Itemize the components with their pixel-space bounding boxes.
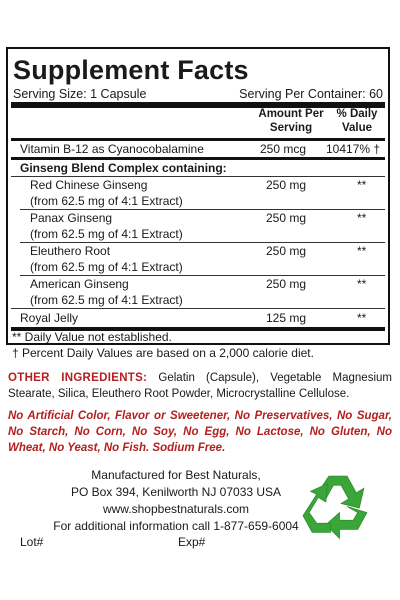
nutrient-dv: ** [357, 178, 367, 192]
rule [11, 308, 385, 309]
nutrient-dv: 10417% † [326, 142, 381, 156]
nutrient-amount: 250 mg [266, 178, 307, 192]
other-ingredients-text: Gelatin (Capsule), Vegetable Magnesium Stearate, Silica, Eleuthero Root Powder, Microcrystalline Cellulose. [8, 372, 392, 400]
servings-per-container: Serving Per Container: 60 [239, 87, 383, 101]
nutrient-amount: 125 mg [266, 311, 307, 325]
nutrient-sub: (from 62.5 mg of 4:1 Extract) [30, 293, 183, 307]
lot-number-label: Lot# [20, 535, 44, 549]
blend-header: Ginseng Blend Complex containing: [20, 161, 227, 175]
supplement-facts-panel [6, 47, 390, 345]
nutrient-amount: 250 mg [266, 277, 307, 291]
nutrient-sub: (from 62.5 mg of 4:1 Extract) [30, 194, 183, 208]
rule [11, 138, 385, 141]
rule [11, 176, 385, 177]
rule [20, 242, 385, 243]
nutrient-sub: (from 62.5 mg of 4:1 Extract) [30, 260, 183, 274]
phone-line: For additional information call 1-877-659-6004 [53, 519, 299, 533]
nutrient-dv: ** [357, 211, 367, 225]
nutrient-name: Vitamin B-12 as Cyanocobalamine [20, 142, 204, 156]
expiration-label: Exp# [178, 535, 206, 549]
panel-title: Supplement Facts [13, 55, 249, 85]
percent-dv-note: † Percent Daily Values are based on a 2,000 calorie diet. [12, 346, 314, 360]
col-header-dv: % Daily Value [336, 108, 378, 134]
nutrient-sub: (from 62.5 mg of 4:1 Extract) [30, 227, 183, 241]
other-ingredients-label: OTHER INGREDIENTS: [8, 372, 148, 384]
manufacturer-line: Manufactured for Best Naturals, [91, 468, 261, 482]
recycle-icon [300, 470, 376, 540]
nutrient-amount: 250 mg [266, 211, 307, 225]
nutrient-amount: 250 mg [266, 244, 307, 258]
nutrient-amount: 250 mcg [260, 142, 307, 156]
address-line: PO Box 394, Kenilworth NJ 07033 USA [70, 485, 282, 499]
serving-size: Serving Size: 1 Capsule [13, 87, 147, 101]
nutrient-dv: ** [357, 244, 367, 258]
nutrient-name: American Ginseng [30, 277, 129, 291]
nutrient-name: Royal Jelly [20, 311, 79, 325]
nutrient-name: Eleuthero Root [30, 244, 111, 258]
rule [20, 275, 385, 276]
col-header-amount: Amount Per Serving [258, 108, 324, 134]
nutrient-name: Red Chinese Ginseng [30, 178, 148, 192]
dv-note: ** Daily Value not established. [12, 330, 172, 344]
serving-info [13, 87, 383, 101]
website-line: www.shopbestnaturals.com [102, 502, 250, 516]
free-from-claims: No Artificial Color, Flavor or Sweetener, No Preservatives, No Sugar, No Starch, No Corn, No Soy, No Egg, No Lactose, No Gluten, No Wheat, No Yeast, No Fish. Sodium Free. [8, 410, 392, 454]
rule [11, 157, 385, 160]
rule [20, 209, 385, 210]
nutrient-name: Panax Ginseng [30, 211, 113, 225]
nutrient-dv: ** [357, 311, 367, 325]
nutrient-dv: ** [357, 277, 367, 291]
other-ingredients [8, 370, 392, 402]
